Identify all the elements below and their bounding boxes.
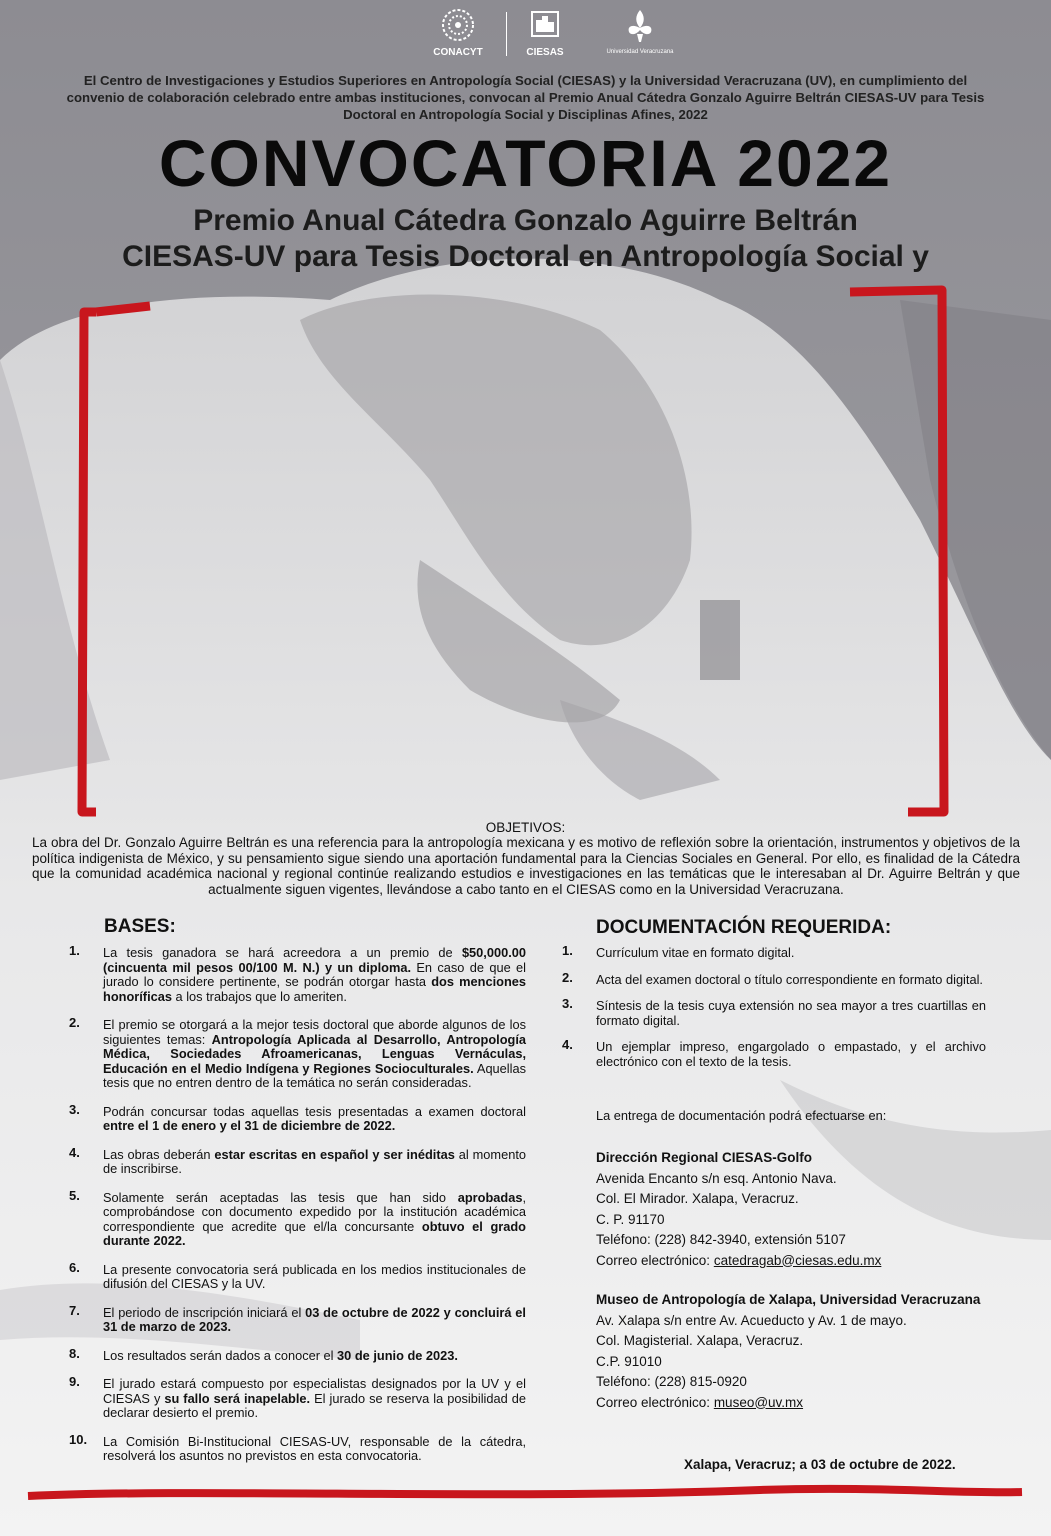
ciesas-logo xyxy=(520,8,570,58)
bases-heading: BASES: xyxy=(104,916,176,937)
bases-list xyxy=(69,943,526,1478)
sede-address-line: Col. Magisterial. Xalapa, Veracruz. xyxy=(596,1333,804,1348)
entrega-text: La entrega de documentación podrá efectuarse en: xyxy=(596,1108,887,1123)
email-link-uv[interactable]: museo@uv.mx xyxy=(713,1394,804,1410)
uv-label: Universidad Veracruzana xyxy=(606,49,674,55)
bases-item: 9. El jurado estará compuesto por especialistas designados por la UV y el CIESAS y su fallo será inapelable. El jurado se reserva la posibilidad de declarar desierto el premio. xyxy=(69,1374,526,1420)
bases-item: 6. La presente convocatoria será publicada en los medios institucionales de difusión del CIESAS y la UV. xyxy=(69,1259,526,1291)
uv-logo xyxy=(600,8,680,55)
email-link-ciesas[interactable]: catedragab@ciesas.edu.mx xyxy=(713,1252,882,1268)
objetivos-title: OBJETIVOS: xyxy=(485,820,566,835)
sede-ciesas-golfo xyxy=(596,1148,988,1271)
documentacion-item: 4. Un ejemplar impreso, engargolado o empastado, y el archivo electrónico con el texto de la tesis. xyxy=(562,1037,986,1069)
documentacion-item: 1. Currículum vitae en formato digital. xyxy=(562,943,795,960)
documentacion-item: 3. Síntesis de la tesis cuya extensión no sea mayor a tres cuartillas en formato digital. xyxy=(562,996,986,1028)
bases-item: 4. Las obras deberán estar escritas en español y ser inéditas al momento de inscribirse. xyxy=(69,1144,526,1176)
intro-text: El Centro de Investigaciones y Estudios Superiores en Antropología Social (CIESAS) y la Universidad Veracruzana (UV), en cumplimiento del convenio de colaboración celebrado entre ambas instituciones, convocan al Premio Anual Cátedra Gonzalo Aguirre Beltrán CIESAS-UV para Tesis Doctoral en Antropología Social y Disciplinas Afines, 2022 xyxy=(66,73,985,122)
sede-phone: Teléfono: (228) 815-0920 xyxy=(596,1374,747,1389)
ciesas-label: CIESAS xyxy=(526,47,564,58)
conacyt-seal-icon xyxy=(438,8,478,42)
fleur-de-lis-icon xyxy=(625,8,655,44)
sede-address-line: Col. El Mirador. Xalapa, Veracruz. xyxy=(596,1191,799,1206)
bases-item: 3. Podrán concursar todas aquellas tesis presentadas a examen doctoral entre el 1 de enero y el 31 de diciembre de 2022. xyxy=(69,1101,526,1133)
sede-postal-code: C. P. 91170 xyxy=(596,1211,665,1227)
bases-item: 1. La tesis ganadora se hará acreedora a un premio de $50,000.00 (cincuenta mil pesos 00/100 M. N.) y un diploma. En caso de que el jurado lo considere pertinente, se podrán otorgar hasta dos menciones honoríficas a los trabajos que lo ameriten. xyxy=(69,943,526,1004)
documentacion-list xyxy=(562,943,986,1081)
objetivos-text: La obra del Dr. Gonzalo Aguirre Beltrán es una referencia para la antropología mexicana y es motivo de reflexión sobre la orientación, instrumentos y objetivos de la política indigenista de México, y su pensamiento sigue siendo una aportación fundamental para la Ciencias Sociales en General. Por ello, es finalidad de la Cátedra que la comunidad académica nacional y regional continúe realizando estudios e investigaciones en las temáticas que le interesaban al Dr. Aguirre Beltrán y que actualmente siguen vigentes, llevándose a cabo tanto en el CIESAS como en la Universidad Veracruzana. xyxy=(32,835,1020,897)
sede-phone: Teléfono: (228) 842-3940, extensión 5107 xyxy=(596,1232,846,1247)
ciesas-emblem-icon xyxy=(528,8,562,42)
page-title: CONVOCATORIA 2022 xyxy=(158,126,893,200)
subtitle-line-2: CIESAS-UV para Tesis Doctoral en Antropología Social y xyxy=(122,240,929,273)
subtitle xyxy=(0,203,1051,275)
conacyt-logo xyxy=(428,8,488,58)
bases-item: 2. El premio se otorgará a la mejor tesis doctoral que aborde algunos de los siguientes temas: Antropología Aplicada al Desarrollo, Antropología Médica, Sociedades Afroamericanas, Lenguas Vernáculas, Educación en el Medio Indígena y Regiones Socioculturales. Aquellas tesis que no entren dentro de la temática no serán consideradas. xyxy=(69,1015,526,1090)
sede-postal-code: C.P. 91010 xyxy=(596,1353,662,1369)
bases-item: 10. La Comisión Bi-Institucional CIESAS-UV, responsable de la cátedra, resolverá los asuntos no previstos en esta convocatoria. xyxy=(69,1431,526,1463)
sede-email-row: Correo electrónico: catedragab@ciesas.edu.mx xyxy=(596,1252,882,1268)
subtitle-line-1: Premio Anual Cátedra Gonzalo Aguirre Beltrán xyxy=(193,204,858,237)
sede-address-line: Av. Xalapa s/n entre Av. Acueducto y Av. 1 de mayo. xyxy=(596,1312,907,1328)
issue-date: Xalapa, Veracruz; a 03 de octubre de 2022. xyxy=(684,1457,956,1472)
documentacion-heading: DOCUMENTACIÓN REQUERIDA: xyxy=(596,917,892,938)
sede-museo-xalapa xyxy=(596,1290,988,1413)
sede-email-row: Correo electrónico: museo@uv.mx xyxy=(596,1394,804,1410)
documentacion-item: 2. Acta del examen doctoral o título correspondiente en formato digital. xyxy=(562,969,983,987)
bases-item: 8. Los resultados serán dados a conocer el 30 de junio de 2023. xyxy=(69,1345,458,1363)
bases-item: 5. Solamente serán aceptadas las tesis que han sido aprobadas, comprobándose con documento expedido por la institución académica correspondiente que acredite que el/la concursante obtuvo el grado durante 2022. xyxy=(69,1187,526,1248)
bases-item: 7. El periodo de inscripción iniciará el 03 de octubre de 2022 y concluirá el 31 de marzo de 2023. xyxy=(69,1302,526,1334)
sede-name: Dirección Regional CIESAS-Golfo xyxy=(596,1150,813,1165)
sede-address-line: Avenida Encanto s/n esq. Antonio Nava. xyxy=(596,1170,837,1186)
sede-name: Museo de Antropología de Xalapa, Universidad Veracruzana xyxy=(596,1292,981,1307)
logos-bar xyxy=(0,8,1051,60)
logo-divider xyxy=(506,12,507,56)
conacyt-label: CONACYT xyxy=(433,47,483,58)
